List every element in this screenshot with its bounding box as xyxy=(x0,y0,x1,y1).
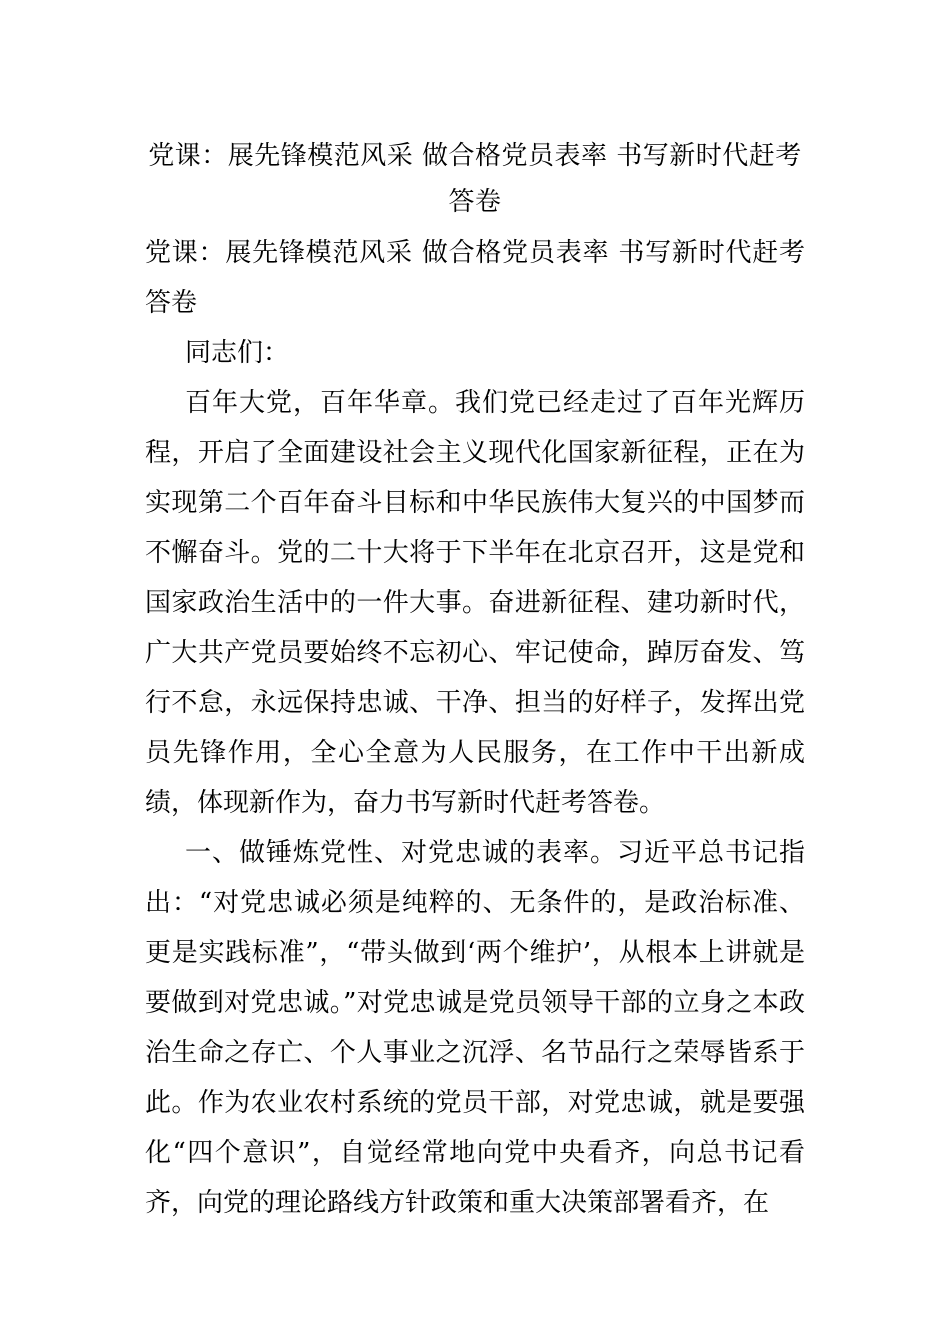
document-body xyxy=(145,228,805,1228)
document-subtitle: 党课：展先锋模范风采 做合格党员表率 书写新时代赶考答卷 xyxy=(145,238,805,318)
greeting: 同志们： xyxy=(185,338,290,368)
document-title: 党课：展先锋模范风采 做合格党员表率 书写新时代赶考答卷 xyxy=(148,141,802,217)
paragraph-section-one: 一、做锤炼党性、对党忠诚的表率。习近平总书记指出：“对党忠诚必须是纯粹的、无条件的，是政治标准、更是实践标准”，“带头做到‘两个维护’，从根本上讲就是要做到对党忠诚。”对党忠诚是党员领导干部的立身之本政治生命之存亡、个人事业之沉浮、名节品行之荣辱皆系于此。作为农业农村系统的党员干部，对党忠诚，就是要强化“四个意识”，自觉经常地向党中央看齐，向总书记看齐，向党的理论路线方针政策和重大决策部署看齐，在 xyxy=(145,838,805,1218)
paragraph-intro: 百年大党，百年华章。我们党已经走过了百年光辉历程，开启了全面建设社会主义现代化国家新征程，正在为实现第二个百年奋斗目标和中华民族伟大复兴的中国梦而不懈奋斗。党的二十大将于下半年在北京召开，这是党和国家政治生活中的一件大事。奋进新征程、建功新时代，广大共产党员要始终不忘初心、牢记使命，踔厉奋发、笃行不怠，永远保持忠诚、干净、担当的好样子，发挥出党员先锋作用，全心全意为人民服务，在工作中干出新成绩，体现新作为，奋力书写新时代赶考答卷。 xyxy=(145,388,805,818)
